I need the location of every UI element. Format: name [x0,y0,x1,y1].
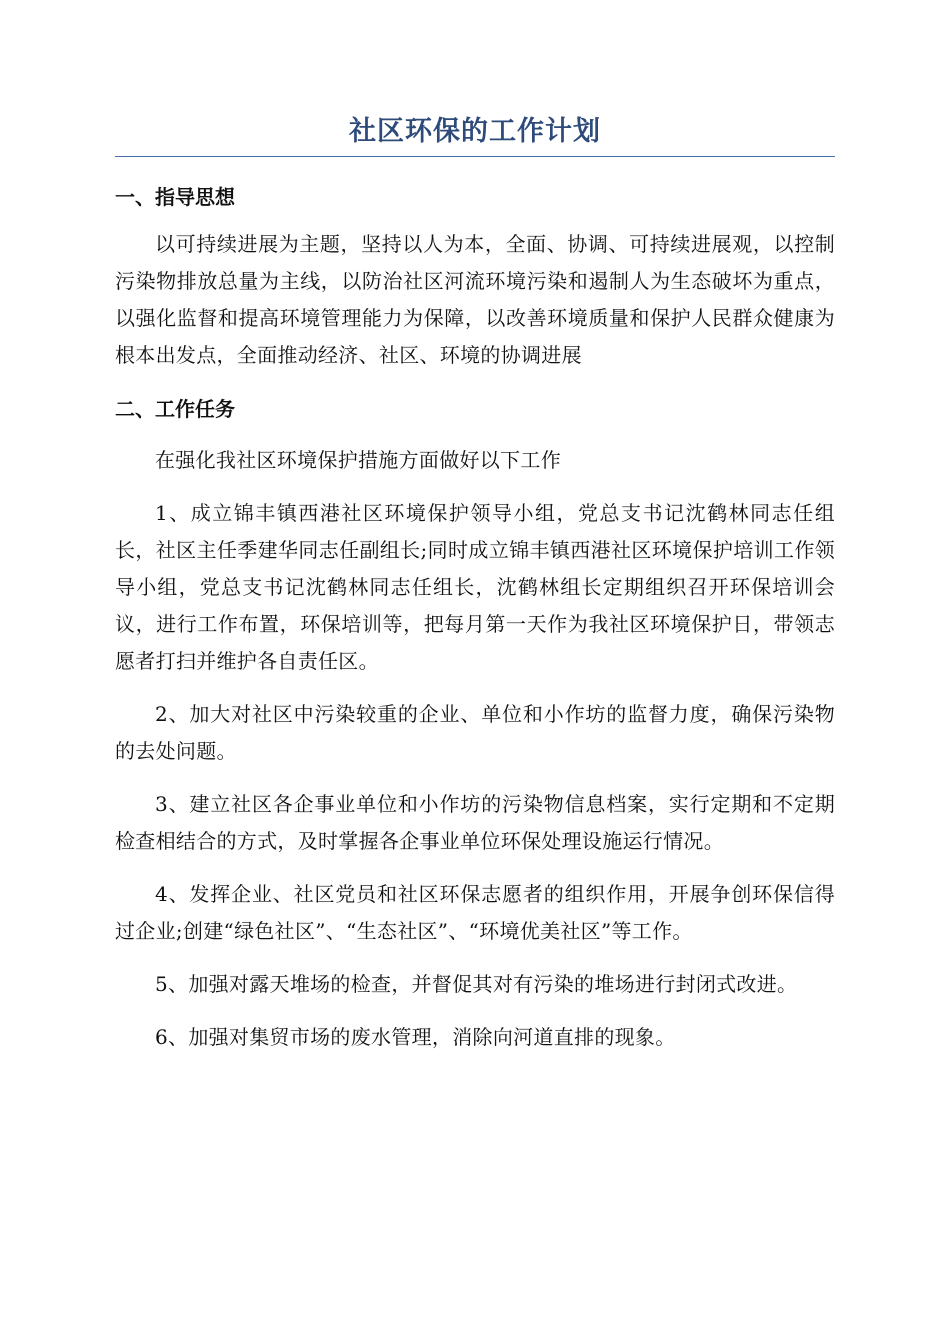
title-underline [115,156,835,157]
paragraph-guiding-thought: 以可持续进展为主题，坚持以人为本，全面、协调、可持续进展观，以控制污染物排放总量为主线，以防治社区河流环境污染和遏制人为生态破坏为重点，以强化监督和提高环境管理能力为保障，以改善环境质量和保护人民群众健康为根本出发点，全面推动经济、社区、环境的协调进展 [115,232,835,367]
paragraph-task-intro: 在强化我社区环境保护措施方面做好以下工作 [155,448,561,472]
paragraph-task-1: 1、成立锦丰镇西港社区环境保护领导小组，党总支书记沈鹤林同志任组长，社区主任季建华同志任副组长;同时成立锦丰镇西港社区环境保护培训工作领导小组，党总支书记沈鹤林同志任组长，沈鹤林组长定期组织召开环保培训会议，进行工作布置，环保培训等，把每月第一天作为我社区环境保护日，带领志愿者打扫并维护各自责任区。 [115,501,835,673]
paragraph-task-2: 2、加大对社区中污染较重的企业、单位和小作坊的监督力度，确保污染物的去处问题。 [115,702,835,763]
section-heading-work-tasks: 二、工作任务 [115,397,235,421]
document-page [115,108,835,1056]
paragraph-task-3: 3、建立社区各企事业单位和小作坊的污染物信息档案，实行定期和不定期检查相结合的方式，及时掌握各企事业单位环保处理设施运行情况。 [115,792,835,853]
section-heading-guiding-thought: 一、指导思想 [115,185,235,209]
paragraph-task-4: 4、发挥企业、社区党员和社区环保志愿者的组织作用，开展争创环保信得过企业;创建“绿色社区”、“生态社区”、“环境优美社区”等工作。 [115,882,835,943]
paragraph-task-5: 5、加强对露天堆场的检查，并督促其对有污染的堆场进行封闭式改进。 [155,972,798,996]
paragraph-task-6: 6、加强对集贸市场的废水管理，消除向河道直排的现象。 [155,1025,676,1049]
document-title: 社区环保的工作计划 [349,116,601,147]
